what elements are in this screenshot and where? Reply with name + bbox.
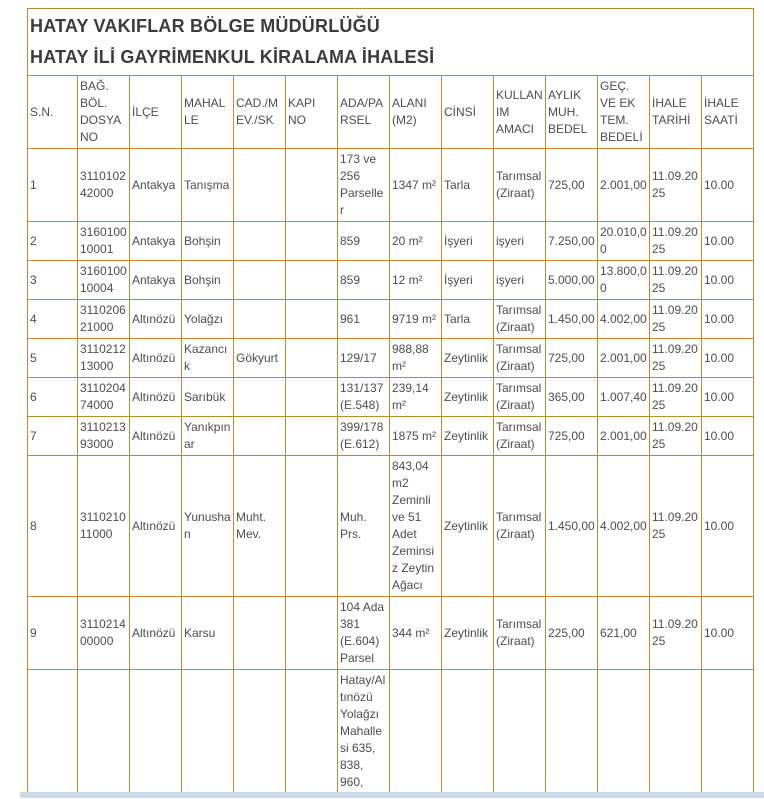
table-cell: işyeri <box>494 261 546 300</box>
table-cell <box>182 670 234 794</box>
table-cell: 10.00 <box>702 300 754 339</box>
table-cell: Tarımsal (Ziraat) <box>494 417 546 456</box>
table-cell: 20.010,00 <box>598 222 650 261</box>
table-cell: Bohşin <box>182 261 234 300</box>
table-cell <box>442 670 494 794</box>
table-cell: İşyeri <box>442 222 494 261</box>
table-row <box>28 670 754 794</box>
table-cell: Karsu <box>182 597 234 670</box>
table-cell <box>390 670 442 794</box>
table-cell <box>234 378 286 417</box>
table-cell <box>286 417 338 456</box>
table-cell: 4 <box>28 300 78 339</box>
table-cell: Bohşin <box>182 222 234 261</box>
table-cell: 13.800,00 <box>598 261 650 300</box>
table-cell: 2.001,00 <box>598 149 650 222</box>
table-cell: Tarımsal (Ziraat) <box>494 339 546 378</box>
table-cell: 365,00 <box>546 378 598 417</box>
table-cell: Tarımsal (Ziraat) <box>494 378 546 417</box>
table-cell <box>286 378 338 417</box>
table-cell <box>234 670 286 794</box>
table-cell: 131/137(E.548) <box>338 378 390 417</box>
table-cell: 11.09.2025 <box>650 378 702 417</box>
col-header-kapi-no: KAPI NO <box>286 76 338 149</box>
auction-table <box>27 8 754 794</box>
table-title <box>28 9 754 76</box>
table-cell: 2.001,00 <box>598 339 650 378</box>
table-cell: 9719 m² <box>390 300 442 339</box>
table-cell: 311021393000 <box>78 417 130 456</box>
table-cell <box>286 149 338 222</box>
table-cell <box>286 670 338 794</box>
table-cell <box>234 300 286 339</box>
table-cell: 3 <box>28 261 78 300</box>
table-cell: 10.00 <box>702 597 754 670</box>
table-cell <box>234 261 286 300</box>
table-cell: 11.09.2025 <box>650 456 702 597</box>
table-cell <box>28 670 78 794</box>
table-cell: Tarla <box>442 300 494 339</box>
table-cell: 11.09.2025 <box>650 222 702 261</box>
table-cell: 6 <box>28 378 78 417</box>
table-cell: 10.00 <box>702 456 754 597</box>
col-header-sn: S.N. <box>28 76 78 149</box>
page-title-line1: HATAY VAKIFLAR BÖLGE MÜDÜRLÜĞÜ <box>30 16 380 36</box>
table-cell: Zeytinlik <box>442 378 494 417</box>
table-cell: 11.09.2025 <box>650 339 702 378</box>
table-cell: Kazancık <box>182 339 234 378</box>
col-header-aylik-muh-bedel: AYLIK MUH. BEDEL <box>546 76 598 149</box>
table-cell: Antakya <box>130 261 182 300</box>
table-cell: Tarımsal (Ziraat) <box>494 300 546 339</box>
table-row <box>28 378 754 417</box>
auction-page <box>27 8 754 794</box>
table-cell <box>286 339 338 378</box>
table-cell: 1.450,00 <box>546 456 598 597</box>
table-cell <box>130 670 182 794</box>
table-cell <box>286 597 338 670</box>
table-cell: Altınözü <box>130 300 182 339</box>
table-cell: 988,88 m² <box>390 339 442 378</box>
table-cell: 725,00 <box>546 339 598 378</box>
col-header-ihale-tarihi: İHALE TARİHİ <box>650 76 702 149</box>
table-row <box>28 222 754 261</box>
table-cell <box>234 417 286 456</box>
table-cell <box>286 222 338 261</box>
col-header-mahalle: MAHALLE <box>182 76 234 149</box>
table-cell <box>702 670 754 794</box>
table-cell: 129/17 <box>338 339 390 378</box>
table-cell: Antakya <box>130 149 182 222</box>
table-cell: Altınözü <box>130 456 182 597</box>
table-cell <box>286 300 338 339</box>
table-cell: 859 <box>338 261 390 300</box>
table-cell: 725,00 <box>546 417 598 456</box>
table-cell: İşyeri <box>442 261 494 300</box>
table-cell: 11.09.2025 <box>650 149 702 222</box>
table-cell: Yunushan <box>182 456 234 597</box>
table-cell: 10.00 <box>702 378 754 417</box>
table-cell: 4.002,00 <box>598 300 650 339</box>
table-cell: 1875 m² <box>390 417 442 456</box>
table-cell: 399/178(E.612) <box>338 417 390 456</box>
table-cell: Tarla <box>442 149 494 222</box>
title-row <box>28 9 754 76</box>
table-cell <box>78 670 130 794</box>
table-cell: 8 <box>28 456 78 597</box>
table-cell: Tarımsal (Ziraat) <box>494 149 546 222</box>
table-cell: Tarımsal (Ziraat) <box>494 597 546 670</box>
table-cell: 10.00 <box>702 261 754 300</box>
table-cell: Muht. Mev. <box>234 456 286 597</box>
table-cell: 311020474000 <box>78 378 130 417</box>
table-cell: 311021213000 <box>78 339 130 378</box>
table-cell: 311010242000 <box>78 149 130 222</box>
horizontal-scrollbar[interactable] <box>20 792 764 798</box>
table-row <box>28 339 754 378</box>
col-header-ihale-saati: İHALE SAATİ <box>702 76 754 149</box>
col-header-ilce: İLÇE <box>130 76 182 149</box>
table-cell: 11.09.2025 <box>650 261 702 300</box>
table-row <box>28 261 754 300</box>
table-cell <box>546 670 598 794</box>
table-row <box>28 597 754 670</box>
table-cell <box>598 670 650 794</box>
table-cell: Antakya <box>130 222 182 261</box>
page-title-line2: HATAY İLİ GAYRİMENKUL KİRALAMA İHALESİ <box>30 47 435 67</box>
table-cell: Zeytinlik <box>442 597 494 670</box>
header-row <box>28 76 754 149</box>
table-cell: 2 <box>28 222 78 261</box>
table-cell: 725,00 <box>546 149 598 222</box>
table-cell <box>234 222 286 261</box>
col-header-gec-ek-tem-bedeli: GEÇ. VE EK TEM. BEDELİ <box>598 76 650 149</box>
table-row <box>28 149 754 222</box>
table-cell: 9 <box>28 597 78 670</box>
table-cell: 239,14 m² <box>390 378 442 417</box>
table-cell <box>494 670 546 794</box>
table-cell: Tanışma <box>182 149 234 222</box>
table-cell: Muh. Prs. <box>338 456 390 597</box>
table-body <box>28 149 754 794</box>
table-cell: 621,00 <box>598 597 650 670</box>
table-cell: 5 <box>28 339 78 378</box>
table-cell: 344 m² <box>390 597 442 670</box>
table-cell <box>286 261 338 300</box>
table-cell: 311020621000 <box>78 300 130 339</box>
table-cell: 7 <box>28 417 78 456</box>
table-cell: Gökyurt <box>234 339 286 378</box>
table-cell: 104 Ada 381 (E.604) Parsel <box>338 597 390 670</box>
table-cell: 316010010001 <box>78 222 130 261</box>
table-cell: 11.09.2025 <box>650 597 702 670</box>
table-cell: 843,04 m2 Zeminli ve 51 Adet Zeminsiz Zeytin Ağacı <box>390 456 442 597</box>
table-cell: 316010010004 <box>78 261 130 300</box>
table-cell <box>234 149 286 222</box>
col-header-ada-parsel: ADA/PARSEL <box>338 76 390 149</box>
table-cell: Zeytinlik <box>442 417 494 456</box>
table-cell: 10.00 <box>702 149 754 222</box>
table-cell: Yanıkpınar <box>182 417 234 456</box>
table-cell: 12 m² <box>390 261 442 300</box>
table-cell: 5.000,00 <box>546 261 598 300</box>
table-cell: işyeri <box>494 222 546 261</box>
table-cell: 11.09.2025 <box>650 300 702 339</box>
col-header-cad-mev-sk: CAD./MEV./SK <box>234 76 286 149</box>
table-cell: 1 <box>28 149 78 222</box>
table-cell: 10.00 <box>702 222 754 261</box>
col-header-dosya-no: BAĞ. BÖL. DOSYA NO <box>78 76 130 149</box>
table-cell: 1.450,00 <box>546 300 598 339</box>
table-cell: Altınözü <box>130 597 182 670</box>
table-cell: 311021011000 <box>78 456 130 597</box>
table-cell: 1347 m² <box>390 149 442 222</box>
table-cell <box>650 670 702 794</box>
table-cell <box>234 597 286 670</box>
table-cell: 311021400000 <box>78 597 130 670</box>
table-cell: 859 <box>338 222 390 261</box>
table-cell: Altınözü <box>130 378 182 417</box>
col-header-cinsi: CİNSİ <box>442 76 494 149</box>
table-cell: 20 m² <box>390 222 442 261</box>
table-cell: Zeytinlik <box>442 339 494 378</box>
table-row <box>28 300 754 339</box>
table-cell <box>286 456 338 597</box>
table-cell: 173 ve 256 Parseller <box>338 149 390 222</box>
table-cell: Tarımsal (Ziraat) <box>494 456 546 597</box>
table-cell: Yolağzı <box>182 300 234 339</box>
table-cell: Altınözü <box>130 417 182 456</box>
table-cell: 2.001,00 <box>598 417 650 456</box>
table-cell: 4.002,00 <box>598 456 650 597</box>
table-row <box>28 456 754 597</box>
table-cell: Zeytinlik <box>442 456 494 597</box>
table-cell: 225,00 <box>546 597 598 670</box>
table-cell: 7.250,00 <box>546 222 598 261</box>
col-header-alani: ALANI (M2) <box>390 76 442 149</box>
table-cell: Sarıbük <box>182 378 234 417</box>
table-cell: 10.00 <box>702 339 754 378</box>
col-header-kullanim-amaci: KULLANIM AMACI <box>494 76 546 149</box>
table-cell: Hatay/Altınözü Yolağzı Mahallesi 635, 838, 960, <box>338 670 390 794</box>
table-cell: 11.09.2025 <box>650 417 702 456</box>
table-cell: 1.007,40 <box>598 378 650 417</box>
table-cell: 961 <box>338 300 390 339</box>
table-cell: Altınözü <box>130 339 182 378</box>
table-cell: 10.00 <box>702 417 754 456</box>
table-row <box>28 417 754 456</box>
